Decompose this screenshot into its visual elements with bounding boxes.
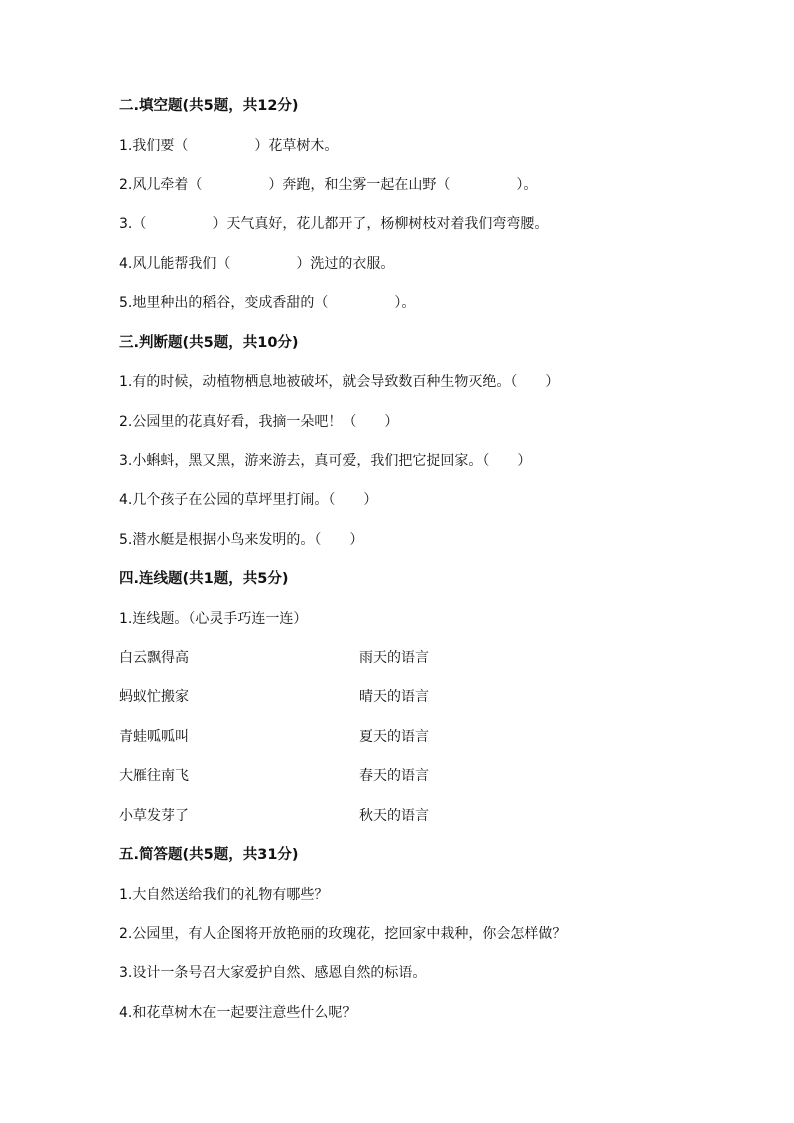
question-text: 和花草树木在一起要注意些什么呢？ <box>132 1005 357 1021</box>
question-number: 3. <box>119 965 133 981</box>
question-number: 5. <box>119 532 133 548</box>
match-left-item[interactable]: 白云飘得高 <box>119 650 189 666</box>
section-heading-true-false: 三.判断题(共5题，共10分) <box>119 335 299 351</box>
bracket-close: ） <box>349 532 364 548</box>
question-text: 几个孩子在公园的草坪里打闹。（ <box>132 492 336 508</box>
question-number: 1. <box>119 374 133 390</box>
section-heading-matching: 四.连线题(共1题，共5分) <box>119 571 289 587</box>
question-text: 我们要（ <box>132 138 189 154</box>
question-fill-3 <box>119 214 548 234</box>
question-short-4 <box>119 1003 356 1023</box>
match-left-item[interactable]: 小草发芽了 <box>119 808 189 824</box>
bracket-close: ） <box>384 414 399 430</box>
question-tf-4 <box>119 490 377 510</box>
question-tf-5 <box>119 530 363 550</box>
question-tf-3 <box>119 451 531 471</box>
question-text: 风儿牵着（ <box>132 177 203 193</box>
question-number: 1. <box>119 138 133 154</box>
question-text: 小蝌蚪，黑又黑，游来游去，真可爱，我们把它捉回家。（ <box>132 453 490 469</box>
question-number: 4. <box>119 256 133 272</box>
question-number: 3. <box>119 216 133 232</box>
question-text: 有的时候，动植物栖息地被破坏，就会导致数百种生物灭绝。（ <box>132 374 518 390</box>
match-right-item[interactable]: 春天的语言 <box>359 768 429 784</box>
match-left-item[interactable]: 蚂蚁忙搬家 <box>119 689 189 705</box>
question-text: 潜水艇是根据小鸟来发明的。（ <box>132 532 322 548</box>
question-number: 3. <box>119 453 133 469</box>
question-number: 4. <box>119 492 133 508</box>
question-text: ）。 <box>516 177 538 193</box>
question-text: ）洗过的衣服。 <box>296 256 395 272</box>
question-number: 1. <box>119 887 133 903</box>
question-text: 大自然送给我们的礼物有哪些？ <box>132 887 329 903</box>
match-right-item[interactable]: 秋天的语言 <box>359 808 429 824</box>
section-heading-fill-blank: 二.填空题(共5题，共12分) <box>119 98 299 114</box>
question-fill-5 <box>119 293 415 313</box>
question-tf-2 <box>119 412 398 432</box>
question-text: ）花草树木。 <box>254 138 339 154</box>
question-number: 2. <box>119 414 133 430</box>
match-right-item[interactable]: 晴天的语言 <box>359 689 429 705</box>
question-text: 公园里的花真好看，我摘一朵吧！（ <box>132 414 357 430</box>
match-left-item[interactable]: 大雁往南飞 <box>119 768 189 784</box>
match-right-item[interactable]: 夏天的语言 <box>359 729 429 745</box>
question-text: 地里种出的稻谷，变成香甜的（ <box>132 295 329 311</box>
question-text: ）天气真好，花儿都开了，杨柳树枝对着我们弯弯腰。 <box>212 216 549 232</box>
question-text: 公园里，有人企图将开放艳丽的玫瑰花，挖回家中栽种，你会怎样做？ <box>132 926 567 942</box>
bracket-close: ） <box>363 492 378 508</box>
question-text: 连线题。（心灵手巧连一连） <box>132 611 308 627</box>
bracket-close: ） <box>545 374 560 390</box>
question-text: ）奔跑，和尘雾一起在山野（ <box>268 177 451 193</box>
question-fill-4 <box>119 254 394 274</box>
question-text: 风儿能帮我们（ <box>132 256 231 272</box>
match-left-item[interactable]: 青蛙呱呱叫 <box>119 729 189 745</box>
question-fill-2 <box>119 175 537 195</box>
section-heading-short-answer: 五.简答题(共5题，共31分) <box>119 847 299 863</box>
question-text: （ <box>132 216 147 232</box>
question-short-2 <box>119 924 566 944</box>
question-number: 2. <box>119 177 133 193</box>
question-number: 1. <box>119 611 133 627</box>
question-number: 4. <box>119 1005 133 1021</box>
bracket-close: ） <box>517 453 532 469</box>
question-tf-1 <box>119 372 559 392</box>
match-right-item[interactable]: 雨天的语言 <box>359 650 429 666</box>
question-short-3 <box>119 963 426 983</box>
question-number: 2. <box>119 926 133 942</box>
question-fill-1 <box>119 136 338 156</box>
question-number: 5. <box>119 295 133 311</box>
question-short-1 <box>119 885 328 905</box>
question-text: 设计一条号召大家爱护自然、感恩自然的标语。 <box>132 965 427 981</box>
question-match-1 <box>119 609 307 629</box>
question-text: ）。 <box>394 295 416 311</box>
